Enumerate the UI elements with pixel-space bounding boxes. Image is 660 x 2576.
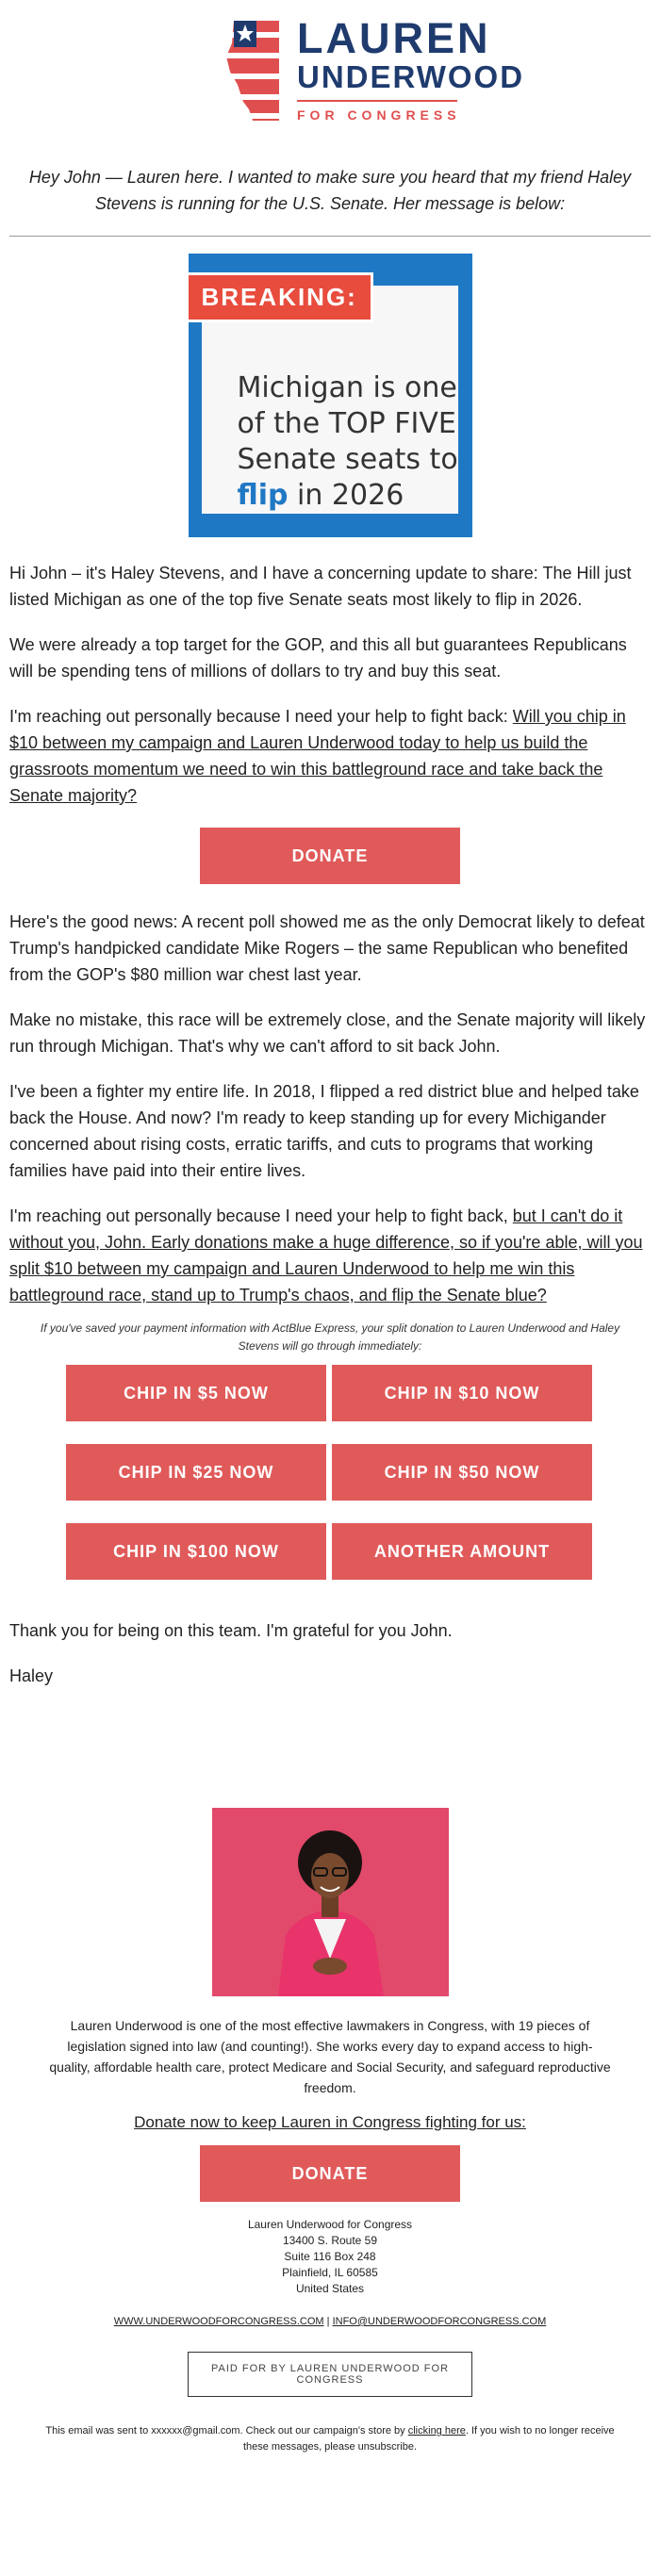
chip-in-5-button[interactable]: CHIP IN $5 NOW <box>66 1365 326 1421</box>
footer-disclaimer <box>38 2423 622 2455</box>
hero-headline <box>238 370 464 514</box>
address-line: Lauren Underwood for Congress <box>247 2218 413 2231</box>
paragraph-3-text: I'm reaching out personally because I need your help to fight back: <box>9 707 513 726</box>
paragraph-4: Here's the good news: A recent poll showed me as the only Democrat likely to defeat Trump's handpicked candidate Mike Rogers – the same Republican who benefited from the GOP's $80 million war chest last year. <box>9 912 645 984</box>
header <box>9 0 651 141</box>
logo-first-name: LAUREN <box>297 14 491 62</box>
hero-flip-word: flip <box>237 479 289 512</box>
logo-subtitle: FOR CONGRESS <box>297 107 461 123</box>
candidate-photo <box>212 1808 449 1996</box>
illinois-flag-logo-icon <box>224 19 283 124</box>
actblue-note: If you've saved your payment information with ActBlue Express, your split donation to Lauren Underwood and Haley Stevens will go through immediately: <box>40 1321 620 1353</box>
chip-in-10-button[interactable]: CHIP IN $10 NOW <box>332 1365 592 1421</box>
signature: Haley <box>9 1666 54 1685</box>
paragraph-2: We were already a top target for the GOP, and this all but guarantees Republicans will be spending tens of millions of dollars to try and buy this seat. <box>9 635 627 681</box>
chip-in-50-button[interactable]: CHIP IN $50 NOW <box>332 1444 592 1501</box>
candidate-bio: Lauren Underwood is one of the most effective lawmakers in Congress, with 19 pieces of legislation signed into law (and counting!). She works every day to expand access to high-quality, affordable health care, protect Medicare and Social Security, and safeguard reproductive freedom. <box>49 2018 611 2095</box>
candidate-portrait-icon <box>212 1808 449 1996</box>
paragraph-1: Hi John – it's Haley Stevens, and I have a concerning update to share: The Hill just listed Michigan as one of the top five Senate seats most likely to flip in 2026. <box>9 564 632 609</box>
divider <box>9 236 651 237</box>
donate-button[interactable]: DONATE <box>200 828 460 884</box>
website-link[interactable]: WWW.UNDERWOODFORCONGRESS.COM <box>113 2316 324 2327</box>
hero-line-a: Michigan is one of the TOP FIVE Senate seats to <box>237 371 458 476</box>
breaking-banner: BREAKING: <box>189 272 373 322</box>
address-line: 13400 S. Route 59 <box>282 2234 378 2247</box>
footer-unsubscribe-text: . If you wish to no longer receive these messages, please unsubscribe. <box>242 2425 615 2453</box>
chip-in-100-button[interactable]: CHIP IN $100 NOW <box>66 1523 326 1580</box>
footer-sent-text: This email was sent to xxxxxx@gmail.com. Check out our campaign's store by <box>45 2425 408 2437</box>
paid-for-by-box: PAID FOR BY LAUREN UNDERWOOD FOR CONGRESS <box>188 2352 472 2397</box>
another-amount-button[interactable]: ANOTHER AMOUNT <box>332 1523 592 1580</box>
spacer <box>9 1708 651 1808</box>
paragraph-7 <box>9 1203 651 1308</box>
paragraph-7-text: I'm reaching out personally because I need your help to fight back, <box>9 1206 513 1225</box>
chip-in-25-button[interactable]: CHIP IN $25 NOW <box>66 1444 326 1501</box>
footer-links <box>9 2316 651 2327</box>
logo-divider <box>297 100 457 102</box>
email-container <box>9 0 651 2455</box>
link-separator: | <box>326 2316 330 2327</box>
chip-in-button-grid <box>66 1365 594 1580</box>
logo-last-name: UNDERWOOD <box>297 59 525 94</box>
address-line: Plainfield, IL 60585 <box>282 2266 378 2279</box>
address-line: United States <box>295 2282 365 2295</box>
hero-line-b: in 2026 <box>297 479 404 512</box>
breaking-news-graphic <box>189 254 472 537</box>
intro-message: Hey John — Lauren here. I wanted to make sure you heard that my friend Haley Stevens is running for the U.S. Senate. Her message is below: <box>28 168 632 213</box>
paragraph-3 <box>9 703 651 809</box>
donate-cta-link[interactable]: Donate now to keep Lauren in Congress fighting for us: <box>134 2113 526 2131</box>
donate-cta <box>9 2113 651 2132</box>
chip-in-link[interactable]: Will you chip in $10 between my campaign and Lauren Underwood today to help us build the grassroots momentum we need to win this battleground race and take back the Senate majority? <box>9 707 626 805</box>
store-link[interactable]: clicking here <box>407 2425 466 2437</box>
paragraph-6: I've been a fighter my entire life. In 2018, I flipped a red district blue and helped take back the House. And now? I'm ready to keep standing up for every Michigander concerned about rising costs, erratic tariffs, and cuts to programs that working families have paid into their entire lives. <box>9 1082 639 1180</box>
logo-wordmark <box>297 14 525 123</box>
paragraph-5: Make no mistake, this race will be extremely close, and the Senate majority will likely run through Michigan. That's why we can't afford to sit back John. <box>9 1010 646 1056</box>
split-donation-link[interactable]: but I can't do it without you, John. Early donations make a huge difference, so if you're able, will you split $10 between my campaign and Lauren Underwood to help me win this battleground race, stand up to Trump's chaos, and flip the Senate blue? <box>9 1206 643 1304</box>
address-line: Suite 116 Box 248 <box>284 2250 376 2263</box>
footer-donate-button[interactable]: DONATE <box>200 2145 460 2202</box>
thank-you-line: Thank you for being on this team. I'm grateful for you John. <box>9 1621 453 1640</box>
email-link[interactable]: INFO@UNDERWOODFORCONGRESS.COM <box>332 2316 547 2327</box>
mailing-address <box>9 2217 651 2297</box>
